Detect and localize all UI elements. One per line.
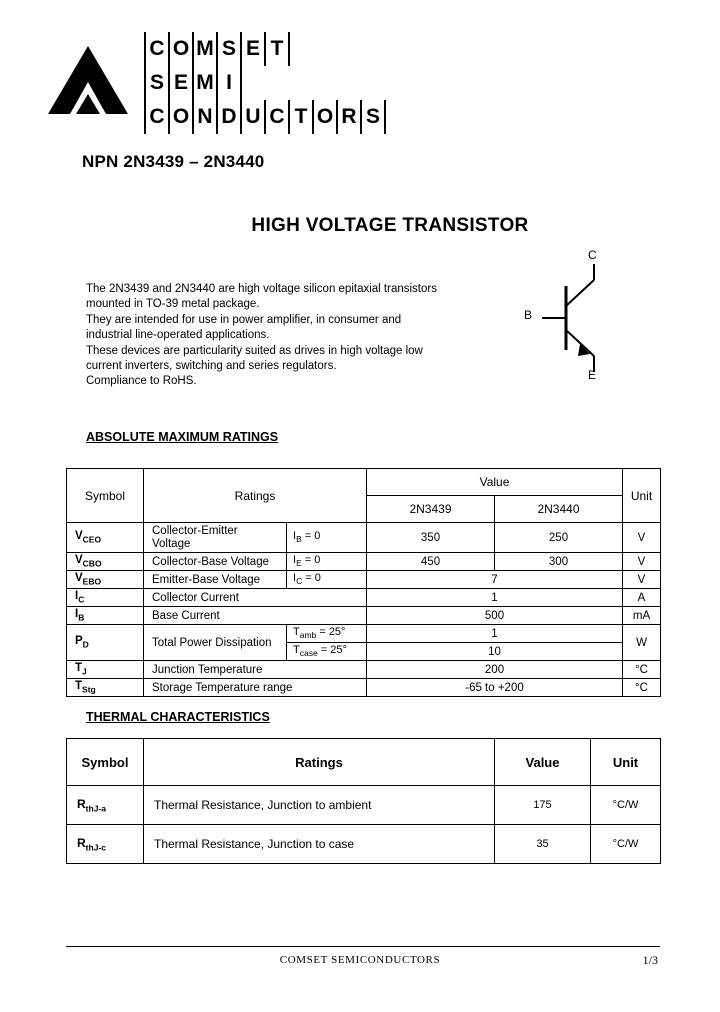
header-value: Value: [495, 739, 591, 786]
absolute-maximum-ratings-table: [66, 468, 661, 697]
header-value: Value: [367, 469, 623, 496]
description-line: industrial line-operated applications.: [86, 329, 270, 342]
logo-row-semi: [144, 66, 240, 100]
company-logo: [48, 28, 398, 133]
row-rating: Thermal Resistance, Junction to ambient: [144, 786, 495, 825]
row-symbol: $T_{Stg}$: [67, 679, 144, 697]
row-unit: V: [623, 553, 661, 571]
description-line: They are intended for use in power amplifier, in consumer and: [86, 313, 402, 326]
row-condition-amb: $T_{amb} = 25^\circ$: [287, 625, 367, 643]
header-col-2n3440: 2N3440: [495, 496, 623, 523]
row-rating: Junction Temperature: [144, 661, 367, 679]
row-value-span: 500: [367, 607, 623, 625]
row-symbol: $V_{CEO}$: [67, 523, 144, 553]
npn-transistor-symbol-icon: [520, 248, 630, 382]
row-condition-case: $T_{case} = 25^\circ$: [287, 643, 367, 661]
logo-letter: O: [312, 100, 338, 134]
row-value-case: 10: [367, 643, 623, 661]
row-rating: Collector-Base Voltage: [144, 553, 287, 571]
row-value: 175: [495, 786, 591, 825]
row-symbol: $R_{thJ-a}$: [67, 786, 144, 825]
logo-letter: R: [336, 100, 362, 134]
row-rating: Collector-Emitter Voltage: [144, 523, 287, 553]
row-value-span: 1: [367, 589, 623, 607]
logo-mark-icon: [48, 46, 134, 118]
row-unit: °C/W: [591, 786, 661, 825]
table-row: [67, 553, 661, 571]
row-rating: Total Power Dissipation: [144, 625, 287, 661]
table-header-row: [67, 469, 661, 496]
logo-letter: I: [216, 66, 242, 100]
logo-letter: C: [144, 32, 170, 66]
row-unit: °C: [623, 661, 661, 679]
row-unit: A: [623, 589, 661, 607]
logo-letter: T: [264, 32, 290, 66]
row-condition: $I_C = 0$: [287, 571, 367, 589]
row-rating: Emitter-Base Voltage: [144, 571, 287, 589]
table-row: [67, 825, 661, 864]
part-number-title: NPN 2N3439 – 2N3440: [82, 152, 265, 171]
row-value-span: 7: [367, 571, 623, 589]
table-row: [67, 625, 661, 643]
description-line: The 2N3439 and 2N3440 are high voltage silicon epitaxial transistors: [86, 283, 437, 295]
header-ratings: Ratings: [144, 739, 495, 786]
row-unit: W: [623, 625, 661, 661]
logo-letter: S: [216, 32, 242, 66]
logo-letter: S: [144, 66, 170, 100]
table-row: [67, 661, 661, 679]
row-rating: Storage Temperature range: [144, 679, 367, 697]
page-title: HIGH VOLTAGE TRANSISTOR: [251, 215, 529, 236]
symbol-emitter-label: E: [588, 368, 597, 382]
row-condition: $I_B = 0$: [287, 523, 367, 553]
table-row: [67, 679, 661, 697]
logo-letter: E: [168, 66, 194, 100]
logo-letter: S: [360, 100, 386, 134]
logo-row-comset: [144, 32, 288, 66]
table-row: [67, 589, 661, 607]
row-value-2n3439: 350: [367, 523, 495, 553]
row-value-span: -65 to +200: [367, 679, 623, 697]
header-unit: Unit: [623, 469, 661, 523]
logo-letter: D: [216, 100, 242, 134]
logo-letter: O: [168, 100, 194, 134]
table-header-row: [67, 739, 661, 786]
header-unit: Unit: [591, 739, 661, 786]
table-row: [67, 786, 661, 825]
row-value: 35: [495, 825, 591, 864]
row-unit: mA: [623, 607, 661, 625]
logo-letter: U: [240, 100, 266, 134]
row-value-2n3439: 450: [367, 553, 495, 571]
row-unit: V: [623, 571, 661, 589]
row-unit: °C/W: [591, 825, 661, 864]
row-symbol: $R_{thJ-c}$: [67, 825, 144, 864]
row-value-amb: 1: [367, 625, 623, 643]
section-heading-absolute-maximum-ratings: ABSOLUTE MAXIMUM RATINGS: [86, 430, 279, 444]
product-description: [86, 282, 506, 390]
row-condition: $I_E = 0$: [287, 553, 367, 571]
description-line: mounted in TO-39 metal package.: [86, 298, 260, 311]
row-unit: V: [623, 523, 661, 553]
table-row: [67, 607, 661, 625]
description-line: Compliance to RoHS.: [86, 375, 197, 388]
row-symbol: $I_C$: [67, 589, 144, 607]
row-rating: Collector Current: [144, 589, 367, 607]
header-ratings: Ratings: [144, 469, 367, 523]
symbol-collector-label: C: [588, 248, 597, 262]
footer-page-number: 1/3: [642, 953, 658, 967]
row-rating: Thermal Resistance, Junction to case: [144, 825, 495, 864]
footer-divider: [66, 946, 660, 947]
table-row: [67, 571, 661, 589]
row-value-2n3440: 250: [495, 523, 623, 553]
logo-letter: M: [192, 66, 218, 100]
row-symbol: $I_B$: [67, 607, 144, 625]
logo-letter: T: [288, 100, 314, 134]
row-symbol-subscript: CEO: [82, 534, 102, 545]
logo-letter: O: [168, 32, 194, 66]
header-symbol: Symbol: [67, 739, 144, 786]
header-col-2n3439: 2N3439: [367, 496, 495, 523]
table-row: [67, 523, 661, 553]
row-unit: °C: [623, 679, 661, 697]
row-symbol: $T_J$: [67, 661, 144, 679]
row-symbol: $V_{EBO}$: [67, 571, 144, 589]
logo-letter: M: [192, 32, 218, 66]
logo-letter: C: [264, 100, 290, 134]
symbol-base-label: B: [524, 308, 533, 322]
logo-row-conductors: [144, 100, 384, 134]
footer-company: COMSET SEMICONDUCTORS: [279, 954, 441, 966]
section-heading-thermal-characteristics: THERMAL CHARACTERISTICS: [86, 710, 270, 724]
logo-wordmark: [144, 28, 434, 133]
header-symbol: Symbol: [67, 469, 144, 523]
row-value-span: 200: [367, 661, 623, 679]
thermal-characteristics-table: [66, 738, 661, 864]
row-symbol: $P_D$: [67, 625, 144, 661]
row-rating: Base Current: [144, 607, 367, 625]
description-line: These devices are particularity suited as drives in high voltage low: [86, 344, 423, 357]
row-value-2n3440: 300: [495, 553, 623, 571]
logo-letter: E: [240, 32, 266, 66]
row-symbol: $V_{CBO}$: [67, 553, 144, 571]
logo-letter: N: [192, 100, 218, 134]
logo-letter: C: [144, 100, 170, 134]
description-line: current inverters, switching and series regulators.: [86, 360, 337, 373]
